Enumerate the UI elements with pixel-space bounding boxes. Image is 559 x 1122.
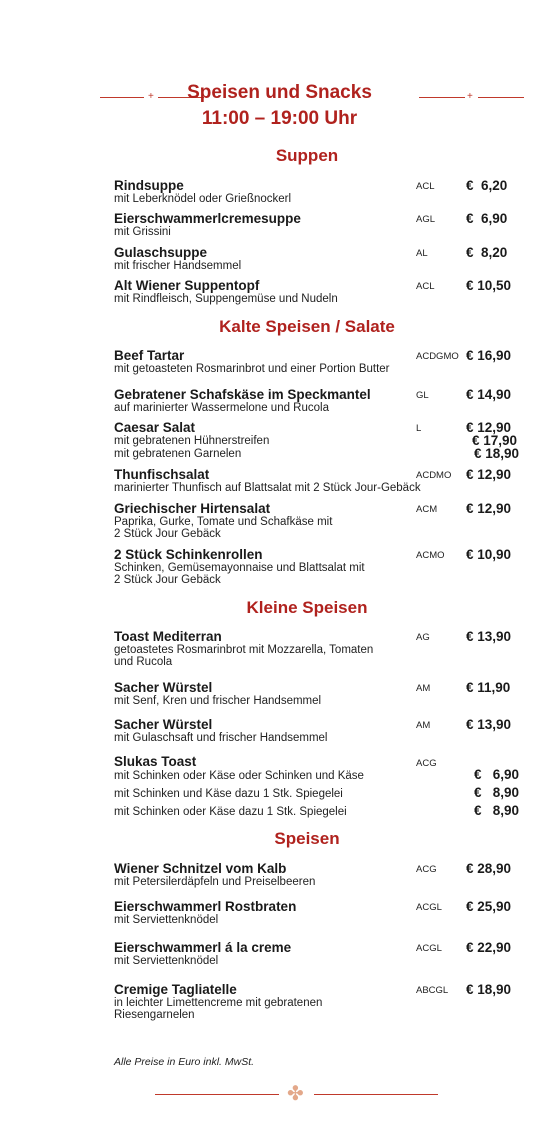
menu-item-price: € 6,20 [466, 178, 508, 193]
menu-item-price: € 6,90 [466, 211, 508, 226]
plus-ornament-icon: + [467, 91, 473, 102]
menu-item-price: € 8,90 [474, 803, 520, 818]
allergen-codes: GL [416, 390, 429, 401]
allergen-codes: ACL [416, 281, 435, 292]
menu-item-price: € 22,90 [466, 940, 512, 955]
menu-item-name: Eierschwammerl á la creme [114, 940, 292, 955]
allergen-codes: AM [416, 720, 431, 731]
menu-item-description: und Rucola [114, 656, 173, 668]
menu-item-name: Wiener Schnitzel vom Kalb [114, 861, 287, 876]
menu-item-price: € 25,90 [466, 899, 512, 914]
menu-item-name: 2 Stück Schinkenrollen [114, 547, 263, 562]
allergen-codes: ACL [416, 181, 435, 192]
section-title-suppen: Suppen [275, 146, 339, 165]
menu-item-description: mit Gulaschsaft und frischer Handsemmel [114, 732, 328, 744]
page-title: Speisen und Snacks [187, 82, 372, 103]
menu-item-price: € 18,90 [466, 982, 512, 997]
allergen-codes: ACGL [416, 902, 442, 913]
menu-item-name: Gebratener Schafskäse im Speckmantel [114, 387, 371, 402]
allergen-codes: ACG [416, 758, 437, 769]
menu-item-description: mit Schinken und Käse dazu 1 Stk. Spiegelei [114, 788, 343, 800]
menu-item-description: mit Schinken oder Käse oder Schinken und Käse [114, 770, 364, 782]
section-title-kleine-speisen: Kleine Speisen [246, 598, 368, 617]
allergen-codes: AGL [416, 214, 436, 225]
menu-item-name: Toast Mediterran [114, 629, 222, 644]
allergen-codes: ACDGMO [416, 351, 459, 362]
menu-item-description: mit Schinken oder Käse dazu 1 Stk. Spiegelei [114, 806, 347, 818]
menu-item-description: marinierter Thunfisch auf Blattsalat mit 2 Stück Jour-Gebäck [114, 482, 421, 494]
menu-item-price: € 17,90 [472, 433, 518, 448]
footer-divider-right [314, 1094, 438, 1095]
menu-item-description: mit gebratenen Garnelen [114, 448, 242, 460]
menu-item-price: € 12,90 [466, 501, 512, 516]
menu-item-description: Schinken, Gemüsemayonnaise und Blattsalat mit [114, 562, 365, 574]
menu-item-price: € 14,90 [466, 387, 512, 402]
section-title-speisen: Speisen [274, 829, 340, 848]
section-title-kalte-speisen: Kalte Speisen / Salate [219, 317, 395, 336]
menu-item-description: 2 Stück Jour Gebäck [114, 528, 221, 540]
allergen-codes: ACM [416, 504, 438, 515]
menu-item-name: Rindsuppe [114, 178, 184, 193]
menu-item-price: € 12,90 [466, 420, 512, 435]
footer-divider-left [155, 1094, 279, 1095]
menu-item-price: € 10,50 [466, 278, 512, 293]
menu-item-description: mit Petersilerdäpfeln und Preiselbeeren [114, 876, 316, 888]
menu-item-price: € 16,90 [466, 348, 512, 363]
allergen-codes: ACDMO [416, 470, 452, 481]
opening-hours: 11:00 – 19:00 Uhr [201, 108, 358, 129]
menu-item-name: Griechischer Hirtensalat [114, 501, 271, 516]
allergen-codes: ACMO [416, 550, 445, 561]
price-note: Alle Preise in Euro inkl. MwSt. [114, 1056, 255, 1068]
menu-item-name: Eierschwammerl Rostbraten [114, 899, 297, 914]
menu-item-price: € 11,90 [466, 680, 511, 695]
menu-item-price: € 13,90 [466, 717, 512, 732]
menu-item-description: in leichter Limettencreme mit gebratenen [114, 997, 323, 1009]
menu-item-name: Sacher Würstel [114, 717, 213, 732]
allergen-codes: L [416, 423, 422, 434]
menu-item-description: auf marinierter Wassermelone und Rucola [114, 402, 329, 414]
allergen-codes: ACGL [416, 943, 442, 954]
menu-item-description: mit Serviettenknödel [114, 914, 219, 926]
menu-item-name: Gulaschsuppe [114, 245, 208, 260]
menu-item-description: mit Senf, Kren und frischer Handsemmel [114, 695, 322, 707]
menu-item-name: Caesar Salat [114, 420, 196, 435]
menu-item-description: mit gebratenen Hühnerstreifen [114, 435, 270, 447]
menu-item-price: € 8,90 [474, 785, 520, 800]
menu-item-price: € 12,90 [466, 467, 512, 482]
menu-item-description: getoastetes Rosmarinbrot mit Mozzarella, Tomaten [114, 644, 374, 656]
menu-item-price: € 18,90 [474, 446, 520, 461]
menu-item-name: Thunfischsalat [114, 467, 210, 482]
menu-item-description: Riesengarnelen [114, 1009, 195, 1021]
plus-ornament-icon: + [148, 91, 154, 102]
menu-item-price: € 28,90 [466, 861, 512, 876]
menu-item-price: € 6,90 [474, 767, 520, 782]
menu-item-price: € 13,90 [466, 629, 512, 644]
allergen-codes: AM [416, 683, 431, 694]
menu-item-description: mit Grissini [114, 226, 171, 238]
menu-item-price: € 8,20 [466, 245, 508, 260]
menu-item-name: Alt Wiener Suppentopf [114, 278, 260, 293]
flower-ornament-icon: ✤ [287, 1083, 304, 1105]
allergen-codes: AL [416, 248, 428, 259]
allergen-codes: AG [416, 632, 430, 643]
allergen-codes: ABCGL [416, 985, 449, 996]
menu-item-description: mit Leberknödel oder Grießnockerl [114, 193, 292, 205]
allergen-codes: ACG [416, 864, 437, 875]
menu-item-description: 2 Stück Jour Gebäck [114, 574, 221, 586]
menu-item-description: mit getoasteten Rosmarinbrot und einer Portion Butter [114, 363, 390, 375]
menu-item-description: mit Rindfleisch, Suppengemüse und Nudeln [114, 293, 338, 305]
menu-item-description: mit frischer Handsemmel [114, 260, 242, 272]
menu-item-name: Sacher Würstel [114, 680, 213, 695]
menu-item-name: Eierschwammerlcremesuppe [114, 211, 301, 226]
menu-item-description: mit Serviettenknödel [114, 955, 219, 967]
menu-item-price: € 10,90 [466, 547, 512, 562]
menu-item-name: Slukas Toast [114, 754, 197, 769]
menu-item-description: Paprika, Gurke, Tomate und Schafkäse mit [114, 516, 333, 528]
menu-item-name: Cremige Tagliatelle [114, 982, 237, 997]
menu-item-name: Beef Tartar [114, 348, 185, 363]
